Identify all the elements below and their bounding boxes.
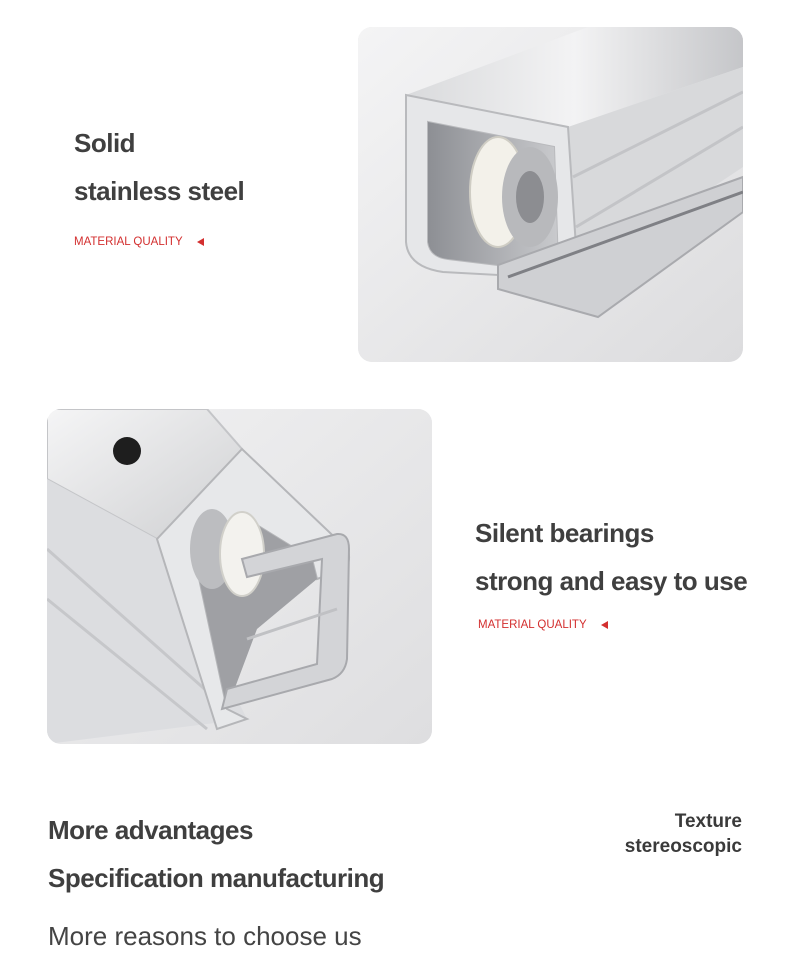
section1-title-line2: stainless steel xyxy=(74,176,245,206)
section2-title-line1: Silent bearings xyxy=(475,518,654,548)
arrow-left-icon xyxy=(197,238,204,246)
rail-illustration xyxy=(358,27,743,362)
arrow-left-icon xyxy=(601,621,608,629)
section3-title-line1: More advantages xyxy=(48,815,253,845)
section3-subtitle: More reasons to choose us xyxy=(48,921,362,951)
section2-title-line2: strong and easy to use xyxy=(475,566,748,596)
section3-title-line2: Specification manufacturing xyxy=(48,863,385,893)
section1-tag: MATERIAL QUALITY xyxy=(74,236,183,248)
side-text-line2: stereoscopic xyxy=(624,836,742,857)
track-rail-pulley-image xyxy=(47,409,432,744)
section1-title-line1: Solid xyxy=(74,128,136,158)
track-rail-front-image xyxy=(358,27,743,362)
section2-tag-row xyxy=(478,619,608,631)
rail-pulley-illustration xyxy=(47,409,432,744)
section2-tag: MATERIAL QUALITY xyxy=(478,619,587,631)
section1-tag-row xyxy=(74,236,204,248)
side-text-line1: Texture xyxy=(674,811,742,832)
